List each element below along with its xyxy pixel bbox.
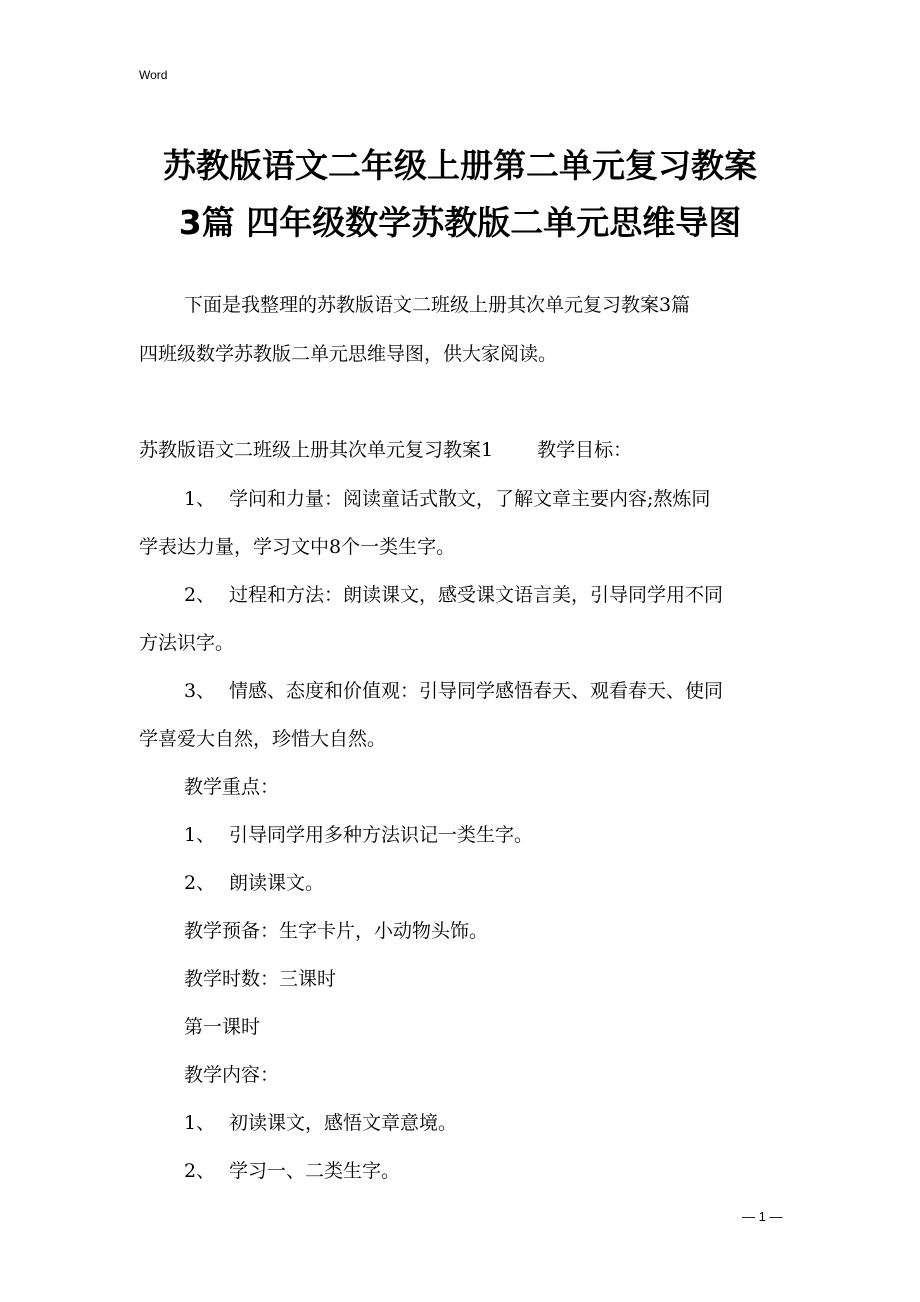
goal-2-line-1	[184, 582, 723, 608]
goal-2-text: 过程和方法：朗读课文，感受课文语言美，引导同学用不同	[229, 584, 724, 606]
goal-1-line-2: 学表达力量，学习文中8个一类生字。	[139, 536, 456, 558]
goal-3-text: 情感、态度和价值观：引导同学感悟春天、观看春天、使同	[229, 680, 724, 702]
key-points-heading: 教学重点：	[184, 776, 280, 798]
section-heading-line	[139, 437, 632, 463]
content-item-2-text: 学习一、二类生字。	[229, 1160, 401, 1182]
goal-1-number: 1、	[184, 488, 216, 510]
goal-2-number: 2、	[184, 584, 216, 606]
document-title-line-2: 3篇 四年级数学苏教版二单元思维导图	[178, 203, 742, 242]
goal-3-line-2: 学喜爱大自然，珍惜大自然。	[139, 728, 387, 750]
content-item-2-number: 2、	[184, 1160, 216, 1182]
goal-1-text: 学问和力量：阅读童话式散文，了解文章主要内容;熬炼同	[229, 488, 711, 510]
key-point-1	[184, 822, 533, 848]
key-point-2	[184, 870, 324, 896]
section-heading: 苏教版语文二班级上册其次单元复习教案1	[139, 439, 494, 461]
page-number: — 1 —	[742, 1209, 783, 1224]
goal-3-line-1	[184, 678, 723, 704]
goal-1-line-1	[184, 486, 710, 512]
intro-line-1: 下面是我整理的苏教版语文二班级上册其次单元复习教案3篇	[184, 294, 691, 316]
lesson-title: 第一课时	[184, 1016, 261, 1038]
content-item-1-number: 1、	[184, 1112, 216, 1134]
goal-3-number: 3、	[184, 680, 216, 702]
goal-2-line-2: 方法识字。	[139, 632, 235, 654]
document-title-line-1: 苏教版语文二年级上册第二单元复习教案	[163, 146, 757, 185]
key-point-2-number: 2、	[184, 872, 216, 894]
content-item-1-text: 初读课文，感悟文章意境。	[229, 1112, 458, 1134]
section-subheading: 教学目标：	[537, 439, 633, 461]
teaching-prep: 教学预备：生字卡片，小动物头饰。	[184, 920, 489, 942]
key-point-1-text: 引导同学用多种方法识记一类生字。	[229, 824, 534, 846]
key-point-1-number: 1、	[184, 824, 216, 846]
key-point-2-text: 朗读课文。	[229, 872, 325, 894]
content-heading: 教学内容：	[184, 1064, 280, 1086]
content-item-2	[184, 1158, 400, 1184]
app-label: Word	[139, 68, 168, 82]
intro-line-2: 四班级数学苏教版二单元思维导图，供大家阅读。	[139, 343, 558, 365]
teaching-hours: 教学时数：三课时	[184, 968, 337, 990]
content-item-1	[184, 1110, 457, 1136]
